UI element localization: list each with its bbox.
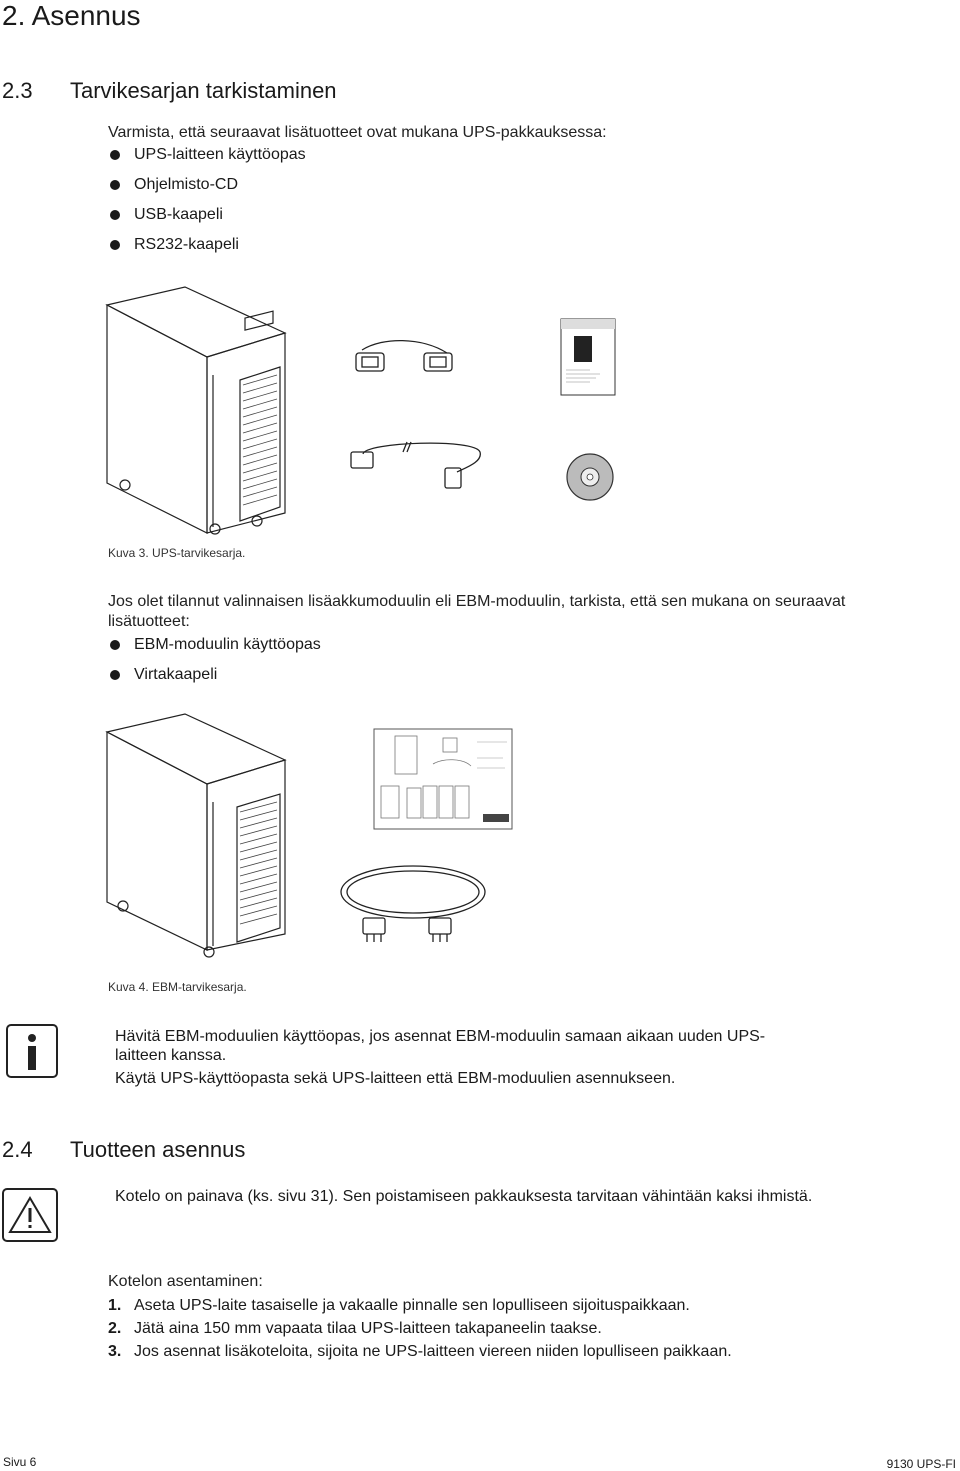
ups-manual-illustration [560,318,616,396]
warning-icon [2,1188,58,1242]
section-2-3-heading [2,78,337,104]
ebm-manual-illustration [373,728,513,830]
section-title: Tarvikesarjan tarkistaminen [70,78,337,103]
list-item: 1. Aseta UPS-laite tasaiselle ja vakaalle pinnalle sen lopulliseen sijoituspaikkaan. [108,1297,690,1314]
section-title: Tuotteen asennus [70,1137,246,1162]
figure-4-caption: Kuva 4. EBM-tarvikesarja. [108,980,247,994]
page-number: Sivu 6 [3,1455,37,1469]
section-number: 2.4 [2,1137,33,1162]
kit-intro-text: Varmista, että seuraavat lisätuotteet ovat mukana UPS-pakkauksessa: [108,124,607,141]
list-item: Ohjelmisto-CD [108,176,306,206]
list-item: 3. Jos asennat lisäkoteloita, sijoita ne UPS-laitteen viereen niiden lopulliseen paikkaan. [108,1343,732,1360]
warning-text: Kotelo on painava (ks. sivu 31). Sen poistamiseen pakkauksesta tarvitaan vähintään kaksi ihmistä. [115,1188,813,1205]
chapter-title: 2. Asennus [2,0,141,31]
section-2-4-heading [2,1137,245,1163]
power-cable-illustration [333,862,493,948]
software-cd-illustration [565,452,615,502]
ebm-cabinet-illustration [105,712,290,962]
steps-title: Kotelon asentaminen: [108,1273,263,1290]
list-item: RS232-kaapeli [108,236,306,266]
info-note-line1: Hävitä EBM-moduulien käyttöopas, jos asennat EBM-moduulin samaan aikaan uuden UPS-laitteen kanssa. [115,1028,766,1064]
list-item: Virtakaapeli [108,666,321,696]
figure-3-caption: Kuva 3. UPS-tarvikesarja. [108,546,246,560]
rs232-cable-illustration [352,335,462,385]
list-item: UPS-laitteen käyttöopas [108,146,306,176]
usb-cable-illustration [345,438,485,493]
info-icon [6,1024,58,1078]
section-number: 2.3 [2,78,33,103]
list-item: EBM-moduulin käyttöopas [108,636,321,666]
list-item: 2. Jätä aina 150 mm vapaata tilaa UPS-laitteen takapaneelin taakse. [108,1320,602,1337]
list-item: USB-kaapeli [108,206,306,236]
ebm-kit-list [108,636,321,696]
info-note-line2: Käytä UPS-käyttöopasta sekä UPS-laitteen että EBM-moduulien asennukseen. [115,1070,676,1087]
ebm-intro-text: Jos olet tilannut valinnaisen lisäakkumoduulin eli EBM-moduulin, tarkista, että sen mukana on seuraavat lisätuotteet: [108,593,846,630]
document-id: 9130 UPS-FI [886,1457,956,1471]
ups-cabinet-illustration [105,285,290,535]
installation-steps [108,1297,732,1366]
ups-kit-list [108,146,306,266]
